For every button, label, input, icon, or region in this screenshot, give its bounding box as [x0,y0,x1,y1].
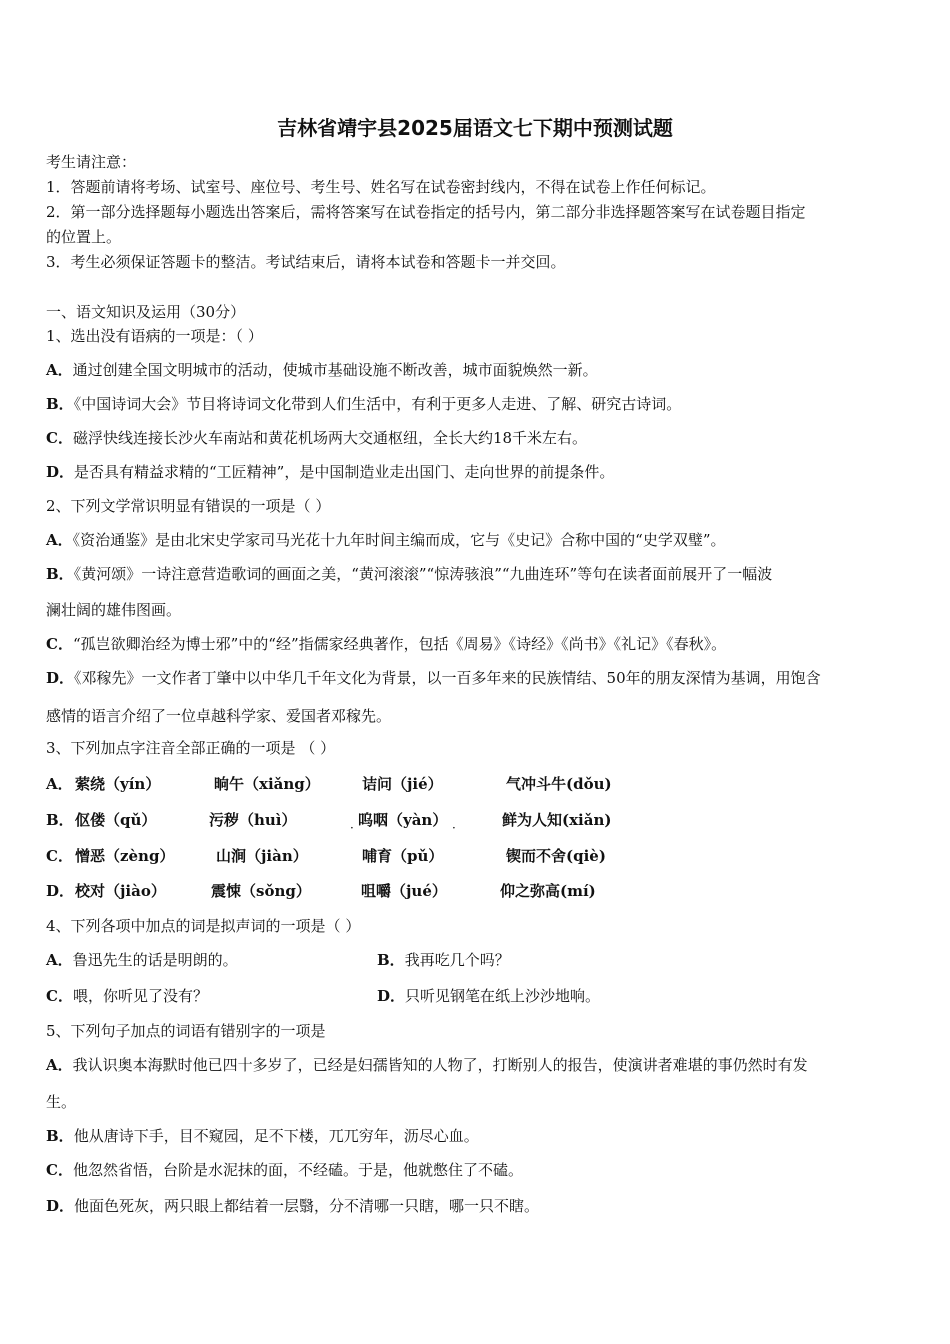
question-2-option-c [46,634,726,654]
pinyin-cell: 咀嚼（jué） [361,882,447,900]
option-label: C． [46,429,73,447]
pinyin-cell: 仰之弥高(mí) [500,882,596,900]
option-label: C． [46,847,73,865]
option-text: 磁浮快线连接长沙火车南站和黄花机场两大交通枢纽，全长大约18千米左右。 [72,429,588,447]
question-2-option-b-cont [46,600,181,620]
option-text: 生。 [46,1093,77,1111]
question-5-stem: 5、下列句子加点的词语有错别字的一项是 [46,1022,326,1040]
option-text: 通过创建全国文明城市的活动，使城市基础设施不断改善，城市面貌焕然一新。 [72,361,598,379]
option-label: D． [46,463,75,481]
option-text: “孤岂欲卿治经为博士邪”中的“经”指儒家经典著作，包括《周易》《诗经》《尚书》《礼记》《春秋》。 [72,635,727,653]
option-text: 是否具有精益求精的“工匠精神”，是中国制造业走出国门、走向世界的前提条件。 [74,463,615,481]
question-1-option-a [46,360,598,380]
question-3-row-b [46,810,74,830]
notice-item: 3．考生必须保证答题卡的整洁。考试结束后，请将本试卷和答题卡一并交回。 [46,253,566,271]
pinyin-cell: 哺育（pǔ） [362,847,444,865]
notice-item: 1．答题前请将考场、试室号、座位号、考生号、姓名写在试卷密封线内，不得在试卷上作任何标记。 [46,178,716,196]
question-5-option-a-cont [46,1092,76,1112]
question-2-option-d [46,668,821,688]
option-label: B． [46,811,74,829]
pinyin-cell: 萦绕（yín） [75,775,161,793]
question-4-option-a [46,950,238,970]
question-2-option-d-cont [46,706,391,726]
option-label: D． [46,1197,75,1215]
pinyin-cell: 锲而不舍(qiè) [506,847,606,865]
question-2-option-a [46,530,725,550]
option-label: A． [46,775,73,793]
pinyin-cell: 伛偻（qǔ） [75,811,157,829]
option-label: C． [46,1161,73,1179]
pinyin-cell: 气冲斗牛(dǒu) [506,775,612,793]
option-label: D． [377,987,406,1005]
pinyin-cell: 震悚（sǒng） [211,882,311,900]
question-3-row-c [46,846,73,866]
option-label: A． [46,951,73,969]
option-label: B． [377,951,405,969]
pinyin-cell: 晌午（xiǎng） [214,775,320,793]
question-3-row-d [46,881,74,901]
option-text: 感情的语言介绍了一位卓越科学家、爱国者邓稼先。 [46,707,392,725]
emphasis-dot-icon: · [452,821,456,835]
question-3-stem: 3、下列加点字注音全部正确的一项是 （ ） [46,739,336,757]
page-title: 吉林省靖宇县2025届语文七下期中预测试题 [277,116,673,140]
option-text: 澜壮阔的雄伟图画。 [46,601,182,619]
question-4-option-c [46,986,208,1006]
option-label: A． [46,1056,73,1074]
pinyin-cell: 诘问（jié） [362,775,443,793]
question-5-option-d [46,1196,539,1216]
question-3-row-a [46,774,73,794]
option-text: 鲁迅先生的话是明朗的。 [72,951,238,969]
option-text: 我再吃几个吗？ [404,951,510,969]
option-label: D． [46,882,75,900]
question-5-option-a [46,1055,808,1075]
option-text: 《中国诗词大会》节目将诗词文化带到人们生活中，有利于更多人走进、了解、研究古诗词。 [73,395,682,413]
option-label: A． [46,361,73,379]
question-5-option-c [46,1160,523,1180]
question-2-option-b [46,564,772,584]
question-2-stem: 2、下列文学常识明显有错误的一项是（ ） [46,497,331,515]
option-text: 他面色死灰，两只眼上都结着一层翳，分不清哪一只瞎，哪一只不瞎。 [74,1197,540,1215]
question-1-option-c [46,428,587,448]
option-label: D． [46,669,75,687]
question-1-option-d [46,462,614,482]
option-label: C． [46,635,73,653]
option-text: 《资治通鉴》是由北宋史学家司马光花十九年时间主编而成，它与《史记》合称中国的“史学双璧”。 [72,531,726,549]
question-1-option-b [46,394,681,414]
notice-heading: 考生请注意： [46,153,137,171]
question-4-option-b [377,950,510,970]
pinyin-cell: 山涧（jiàn） [216,847,308,865]
option-text: 《邓稼先》一文作者丁肇中以中华几千年文化为背景，以一百多年来的民族情结、50年的朋友深情为基调，用饱含 [74,669,821,687]
pinyin-cell: 污秽（huì） [209,811,297,829]
pinyin-cell: 鲜为人知(xiǎn) [502,811,612,829]
option-text: 只听见钢笔在纸上沙沙地响。 [405,987,601,1005]
option-text: 喂，你听见了没有？ [72,987,208,1005]
option-label: A． [46,531,73,549]
section-heading: 一、语文知识及运用（30分） [46,303,246,321]
option-text: 他忽然省悟，台阶是水泥抹的面，不经磕。于是，他就憋住了不磕。 [72,1161,523,1179]
question-4-option-d [377,986,600,1006]
option-text: 他从唐诗下手，目不窥园，足不下楼，兀兀穷年，沥尽心血。 [73,1127,479,1145]
option-label: C． [46,987,73,1005]
notice-item: 2．第一部分选择题每小题选出答案后，需将答案写在试卷指定的括号内，第二部分非选择题答案写在试卷题目指定 [46,203,806,221]
option-label: B． [46,1127,74,1145]
option-text: 《黄河颂》一诗注意营造歌词的画面之美，“黄河滚滚”“惊涛骇浪”“九曲连环”等句在读者面前展开了一幅波 [73,565,773,583]
option-text: 我认识奥本海默时他已四十多岁了，已经是妇孺皆知的人物了，打断别人的报告，使演讲者难堪的事仍然时有发 [72,1056,808,1074]
option-label: B． [46,565,74,583]
question-1-stem: 1、选出没有语病的一项是：（ ） [46,327,263,345]
question-5-option-b [46,1126,479,1146]
pinyin-cell: 呜咽（yàn） [358,811,448,829]
pinyin-cell: 校对（jiào） [75,882,166,900]
pinyin-cell: 憎恶（zèng） [75,847,175,865]
question-4-stem: 4、下列各项中加点的词是拟声词的一项是（ ） [46,917,361,935]
emphasis-dot-icon: · [350,821,354,835]
notice-item: 的位置上。 [46,228,122,246]
option-label: B． [46,395,74,413]
